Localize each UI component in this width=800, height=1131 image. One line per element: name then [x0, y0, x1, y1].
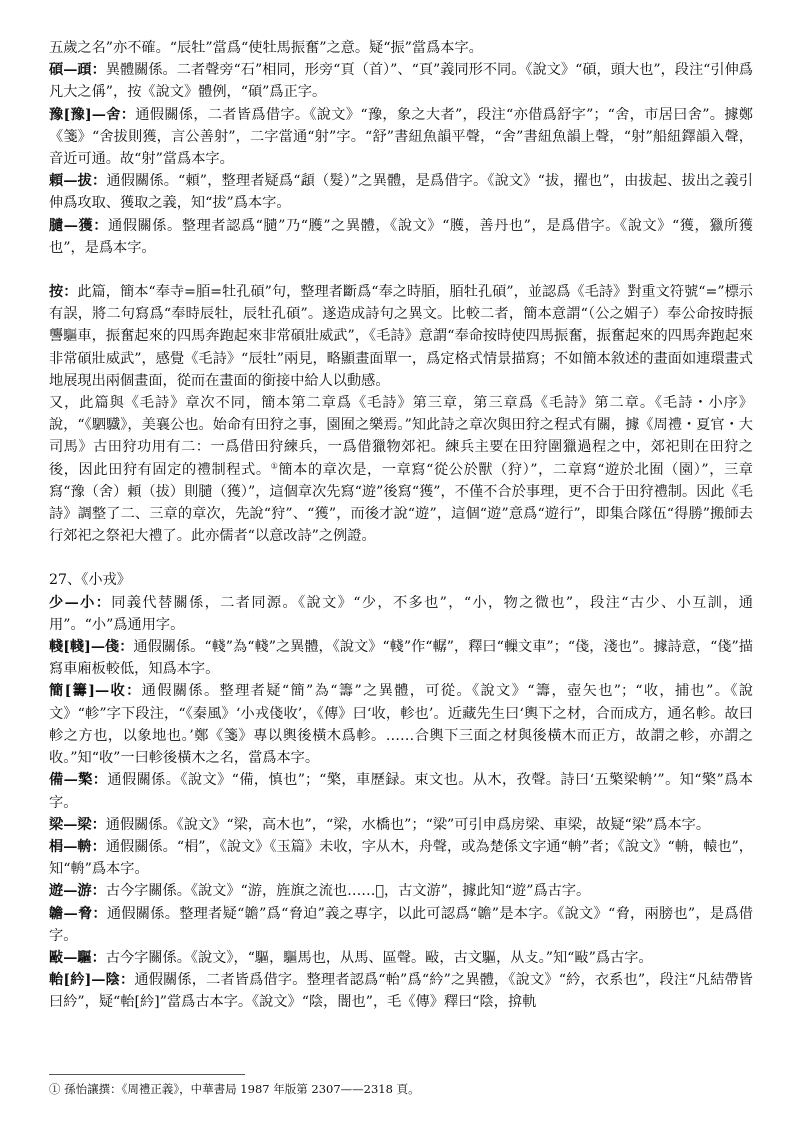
entry-head: 梁—梁： — [49, 816, 106, 833]
entry-head: 䑊—獲： — [49, 217, 109, 234]
entry-list-2 — [49, 592, 753, 1014]
entry-head: 梋—輈： — [49, 838, 106, 855]
entry-line — [49, 903, 753, 947]
footnote-divider — [49, 1074, 245, 1075]
entry-text: 通假關係。“頼”，整理者疑爲“頿（髮）”之異體，是爲借字。《說文》“拔，擢也”，由拔起、拔出之義引伸爲攻取、獲取之義，知“拔”爲本字。 — [49, 173, 753, 212]
entry-text: 五歲之名”亦不確。“辰牡”當爲“使牡馬振奮”之意。疑“振”當爲本字。 — [49, 40, 483, 56]
entry-head: 簡[籌]—收： — [49, 683, 142, 700]
entry-line — [49, 104, 753, 171]
entry-text: 通假關係。整理者疑“䪜”爲“脅迫”義之專字，以此可認爲“䪜”是本字。《說文》“脅，兩膀也”，是爲借字。 — [49, 905, 753, 944]
entry-line — [49, 215, 753, 259]
entry-line — [49, 636, 753, 680]
entry-text: 通假關係。《說文》“梁，高木也”，“梁，水橋也”；“梁”可引申爲房梁、車梁，故疑“梁”爲本字。 — [105, 816, 711, 833]
entry-text: 通假關係。“輚”為“輚”之異體，《說文》“輚”作“轏”，釋曰“轈文車”；“俴，淺也”。據詩意，“俴”描寫車廂板較低，知爲本字。 — [49, 639, 753, 678]
entry-text: 古今字關係。《說文》，“驅，驅馬也，从馬、區聲。敺，古文驅，从攴。”知“敺”爲古字。 — [105, 949, 653, 966]
entry-head: 䪜—脅： — [49, 905, 107, 922]
note-label: 按： — [49, 284, 78, 301]
entry-line — [49, 947, 753, 969]
entry-list-1 — [49, 37, 753, 259]
entry-text: 通假關係，二者皆爲借字。整理者認爲“軩”爲“紟”之異體，《說文》“紟，衣系也”，段注“凡結帶皆曰紟”，疑“軩[紟]”當爲古本字。《說文》“陰，闇也”，毛《傳》釋曰“陰，揜軌 — [49, 972, 753, 1011]
entry-line — [49, 680, 753, 769]
entry-line — [49, 836, 753, 880]
note-paragraph-2 — [49, 392, 753, 547]
entry-line — [49, 59, 753, 103]
entry-text: 通假關係。整理者疑“簡”為“籌”之異體，可從。《說文》“籌，壺矢也”；“收，捕也”。《說文》“軫”字下段注，“《秦風》‘小戎俴收’，《傳》曰‘收，軫也’。近藏先生曰‘輿下之材，合而成方，通名軫。故曰軫之方也，以象地也。’鄭《箋》專以輿後橫木爲軫。……合輿下三面之材與後橫木而正方，故謂之軫，亦謂之收。”知“收”一曰軫後橫木之名，當爲本字。 — [49, 683, 753, 767]
entry-head: 備—檠： — [49, 772, 108, 789]
entry-head: 遊—游： — [49, 883, 106, 900]
section-title: 27、《小戎》 — [49, 572, 131, 589]
entry-head: 輚[輚]—俴： — [49, 639, 134, 656]
footnote-ref[interactable]: ① — [270, 460, 279, 470]
entry-head: 頼—拔： — [49, 173, 107, 190]
entry-head: 豫[豫]—舍： — [49, 106, 136, 123]
note-paragraph-1 — [49, 281, 753, 392]
document-page — [49, 37, 753, 1014]
entry-text: 通假關係。整理者認爲“䑊”乃“臒”之異體，《說文》“臒，善丹也”，是爲借字。《說文》“獲，獵所獲也”，是爲本字。 — [49, 217, 753, 256]
note-text-2a: 又，此篇與《毛詩》章次不同，簡本第二章爲《毛詩》第三章，第三章爲《毛詩》第二章。《毛詩・小序》說，“《駟驖》，美襄公也。始命有田狩之事，園囿之樂焉。”知此詩之章次與田狩之程式有關，據《周禮・夏官・大司馬》古田狩功用有二：一爲借田狩練兵，一爲借獵物郊祀。練兵主要在田狩圍獵過程之中，郊祀則在田狩之後，因此田狩有固定的禮制程式。 — [49, 395, 753, 478]
entry-line — [49, 592, 753, 636]
entry-line — [49, 170, 753, 214]
note-text-2b: 簡本的章次是，一章寫“從公於獸（狩）”，二章寫“遊於北囿（園）”，三章寫“豫（舍）頼（拔）則䑊（獲）”，這個章次先寫“遊”後寫“獲”，不僅不合於事理，更不合于田狩禮制。因此《毛詩》調整了二、三章的章次，先說“狩”、“獲”，而後才說“遊”，這個“遊”意爲“遊行”，即集合隊伍“得勝”搬師去行郊祀之祭祀大禮了。此亦儒者“以意改詩”之例證。 — [49, 461, 753, 545]
entry-text: 通假關係。《說文》“備，慎也”；“檠，車歷録。束文也。从木，孜聲。詩曰‘五檠梁輈’”。知“檠”爲本字。 — [49, 772, 753, 811]
entry-text: 同義代替關係，二者同源。《說文》“少，不多也”，“小，物之微也”，段注“古少、小互訓，通用”。“小”爲通用字。 — [49, 594, 753, 633]
entry-line — [49, 969, 753, 1013]
entry-line — [49, 814, 753, 836]
footnote — [49, 1081, 420, 1097]
entry-text: 通假關係，二者皆爲借字。《說文》“豫，象之大者”，段注“亦借爲舒字”；“舍，市居曰舍”。據鄭《箋》“舍拔則獲，言公善射”，二字當通“射”字。“舒”書紐魚韻平聲，“舍”書紐魚韻上聲，“射”船紐鐸韻入聲，音近可通。故“射”當爲本字。 — [49, 106, 753, 168]
footnote-text: 孫怡讓撰：《周禮正義》，中華書局 1987 年版第 2307——2318 頁。 — [64, 1082, 420, 1096]
entry-line — [49, 880, 753, 902]
footnote-mark: ① — [49, 1082, 61, 1096]
entry-head: 軩[紟]—陰： — [49, 972, 135, 989]
entry-line — [49, 769, 753, 813]
entry-text: 通假關係。“梋”，《說文》《玉篇》未收，字从木，舟聲，或為楚係文字通“輈”者；《說文》“輈，轅也”，知“輈”爲本字。 — [49, 838, 753, 878]
entry-head: 碩—頙： — [49, 62, 106, 79]
entry-line — [49, 37, 753, 59]
entry-text: 古今字關係。《說文》“游，旌旗之流也……𨒍，古文游”，據此知“遊”爲古字。 — [105, 883, 591, 900]
note-text-1: 此篇，簡本“奉寺=脜=牡孔碩”句，整理者斷爲“奉之時脜，脜牡孔碩”，並認爲《毛詩》對重文符號“=”標示有誤，將二句寫爲“奉時辰牡，辰牡孔碩”。遂造成詩句之異文。比較二者，簡本意謂“（公之媚子）奉公命按時振讋驅車，振奮起來的四馬奔跑起來非常碩壯威武”，《毛詩》意謂“奉命按時使四馬振奮，振奮起來的四馬奔跑起來非常碩壯威武”，感覺《毛詩》“辰牡”兩見，略顯畫面單一，爲定格式情景描寫；不如簡本敘述的畫面如連環畫式地展現出兩個畫面，從而在畫面的銜接中給人以動感。 — [49, 284, 753, 389]
entry-head: 少—小： — [49, 594, 112, 611]
entry-head: 敺—驅： — [49, 949, 106, 966]
entry-text: 異體關係。二者聲旁“石”相同，形旁“頁（首）”、“頁”義同形不同。《說文》“碩，頭大也”，段注“引伸爲凡大之偁”，按《說文》體例，“碩”爲正字。 — [49, 62, 753, 101]
